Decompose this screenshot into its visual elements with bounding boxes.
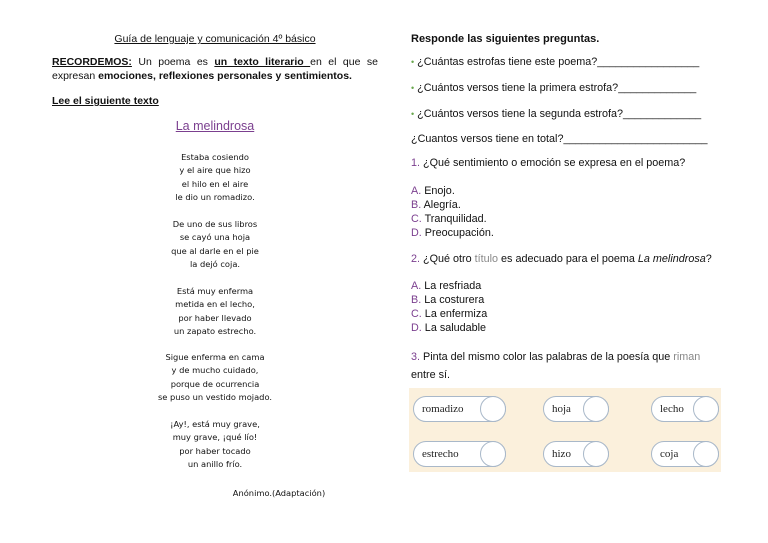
- question-2-number: 2.: [411, 253, 421, 265]
- question-3-keyword: riman: [673, 351, 701, 363]
- option-text: Enojo.: [421, 185, 455, 197]
- poem-line: muy grave, ¡qué lío!: [172, 432, 258, 443]
- poem-line: y el aire que hizo: [179, 165, 251, 176]
- option-letter: C.: [411, 308, 422, 320]
- word-pill-estrecho[interactable]: [413, 441, 506, 467]
- poem-line: la dejó coja.: [189, 258, 241, 269]
- question-2-text: ¿Qué otro: [420, 253, 475, 265]
- option-letter: D.: [411, 227, 422, 239]
- question-first-stanza: [411, 82, 696, 94]
- intro-bold: emociones, reflexiones personales y sentimientos.: [98, 70, 352, 82]
- poem-stanza-3: [52, 285, 378, 338]
- question-2-text: es adecuado para el poema: [498, 253, 638, 265]
- word-pill-coja[interactable]: [651, 441, 719, 467]
- question-second-stanza: [411, 108, 701, 120]
- poem-line: Sigue enferma en cama: [165, 352, 265, 362]
- word-pill-hoja[interactable]: [543, 396, 609, 422]
- option-text: La costurera: [421, 294, 485, 306]
- bullet-icon: •: [411, 57, 415, 67]
- color-circle[interactable]: [583, 396, 609, 422]
- bullet-icon: •: [411, 109, 415, 119]
- bullet-icon: •: [411, 83, 415, 93]
- question-3-number: 3.: [411, 351, 421, 363]
- word-pill-hizo[interactable]: [543, 441, 609, 467]
- color-circle[interactable]: [693, 441, 719, 467]
- poem-line: se puso un vestido mojado.: [157, 391, 273, 402]
- option-letter: B.: [411, 294, 422, 306]
- question-2: [411, 253, 712, 265]
- poem-line: que al darle en el pie: [171, 245, 259, 256]
- option-a[interactable]: [411, 279, 487, 293]
- word-label: hoja: [552, 403, 571, 415]
- color-circle[interactable]: [480, 396, 506, 422]
- word-pill-lecho[interactable]: [651, 396, 719, 422]
- option-b[interactable]: [411, 198, 494, 212]
- read-instruction: Lee el siguiente texto: [52, 95, 159, 107]
- poem-author: Anónimo.(Adaptación): [232, 488, 326, 498]
- option-d[interactable]: [411, 226, 494, 240]
- intro-term: un texto literario: [214, 56, 311, 68]
- poem-stanza-5: [52, 418, 378, 471]
- poem-line: por haber tocado: [179, 445, 251, 456]
- option-text: Alegría.: [421, 199, 461, 211]
- poem-line: Está muy enferma: [176, 286, 254, 296]
- option-letter: C.: [411, 213, 422, 225]
- intro-text-1: Un poema es: [131, 56, 215, 68]
- question-2-keyword: título: [474, 253, 499, 265]
- poem-stanza-4: [52, 351, 378, 404]
- color-circle[interactable]: [693, 396, 719, 422]
- intro-paragraph: [52, 55, 378, 83]
- poem-line: ¡Ay!, está muy grave,: [170, 419, 260, 429]
- question-2-text: ?: [705, 253, 712, 265]
- question-1: [411, 157, 685, 169]
- poem-line: porque de ocurrencia: [170, 378, 260, 389]
- poem-line: un anillo frío.: [187, 458, 243, 469]
- question-first-stanza-text: ¿Cuántos versos tiene la primera estrofa?_____________: [417, 82, 697, 94]
- poem-line: De uno de sus libros: [172, 219, 258, 229]
- word-label: estrecho: [422, 448, 459, 460]
- page-header: Guía de lenguaje y comunicación 4º básico: [114, 33, 316, 45]
- poem-stanza-1: [52, 151, 378, 204]
- option-text: La saludable: [421, 322, 487, 334]
- question-total-verses: ¿Cuantos versos tiene en total?________________________: [411, 133, 708, 145]
- question-stanzas-text: ¿Cuántas estrofas tiene este poema?_________________: [417, 56, 700, 68]
- poem-line: metida en el lecho,: [175, 299, 255, 310]
- poem-line: le dio un romadizo.: [175, 191, 255, 202]
- color-circle[interactable]: [480, 441, 506, 467]
- rhyme-words-panel: [409, 388, 721, 472]
- word-label: lecho: [660, 403, 684, 415]
- poem-line: el hilo en el aire: [181, 178, 249, 189]
- poem-line: se cayó una hoja: [179, 232, 251, 243]
- option-letter: A.: [411, 280, 422, 292]
- option-text: La resfriada: [421, 280, 482, 292]
- poem-line: por haber llevado: [178, 312, 252, 323]
- question-stanzas: [411, 56, 699, 68]
- question-2-poem-name: La melindrosa: [637, 253, 706, 265]
- intro-lead: RECORDEMOS:: [52, 56, 132, 68]
- question-1-number: 1.: [411, 157, 421, 169]
- poem-line: un zapato estrecho.: [173, 325, 257, 336]
- poem-stanza-2: [52, 218, 378, 271]
- poem-line: Estaba cosiendo: [181, 152, 249, 162]
- question-3-text: entre sí.: [411, 369, 451, 381]
- question-2-options: [411, 279, 487, 335]
- option-text: Tranquilidad.: [421, 213, 487, 225]
- question-second-stanza-text: ¿Cuántos versos tiene la segunda estrofa?_____________: [417, 108, 702, 120]
- word-label: romadizo: [422, 403, 464, 415]
- word-pill-romadizo[interactable]: [413, 396, 506, 422]
- option-a[interactable]: [411, 184, 494, 198]
- color-circle[interactable]: [583, 441, 609, 467]
- word-label: hizo: [552, 448, 571, 460]
- question-3: [411, 348, 731, 384]
- poem-line: y de mucho cuidado,: [171, 365, 259, 376]
- option-d[interactable]: [411, 321, 487, 335]
- question-1-options: [411, 184, 494, 240]
- questions-heading: Responde las siguientes preguntas.: [411, 33, 600, 45]
- intro-text-2: en el que se expresan: [52, 56, 378, 82]
- question-3-text: Pinta del mismo color las palabras de la poesía que: [420, 351, 674, 363]
- option-c[interactable]: [411, 212, 494, 226]
- option-letter: B.: [411, 199, 422, 211]
- option-text: La enfermiza: [421, 308, 488, 320]
- option-b[interactable]: [411, 293, 487, 307]
- option-c[interactable]: [411, 307, 487, 321]
- option-text: Preocupación.: [421, 227, 494, 239]
- question-1-text: ¿Qué sentimiento o emoción se expresa en el poema?: [420, 157, 686, 169]
- option-letter: D.: [411, 322, 422, 334]
- poem-title: La melindrosa: [175, 119, 255, 133]
- word-label: coja: [660, 448, 679, 460]
- option-letter: A.: [411, 185, 422, 197]
